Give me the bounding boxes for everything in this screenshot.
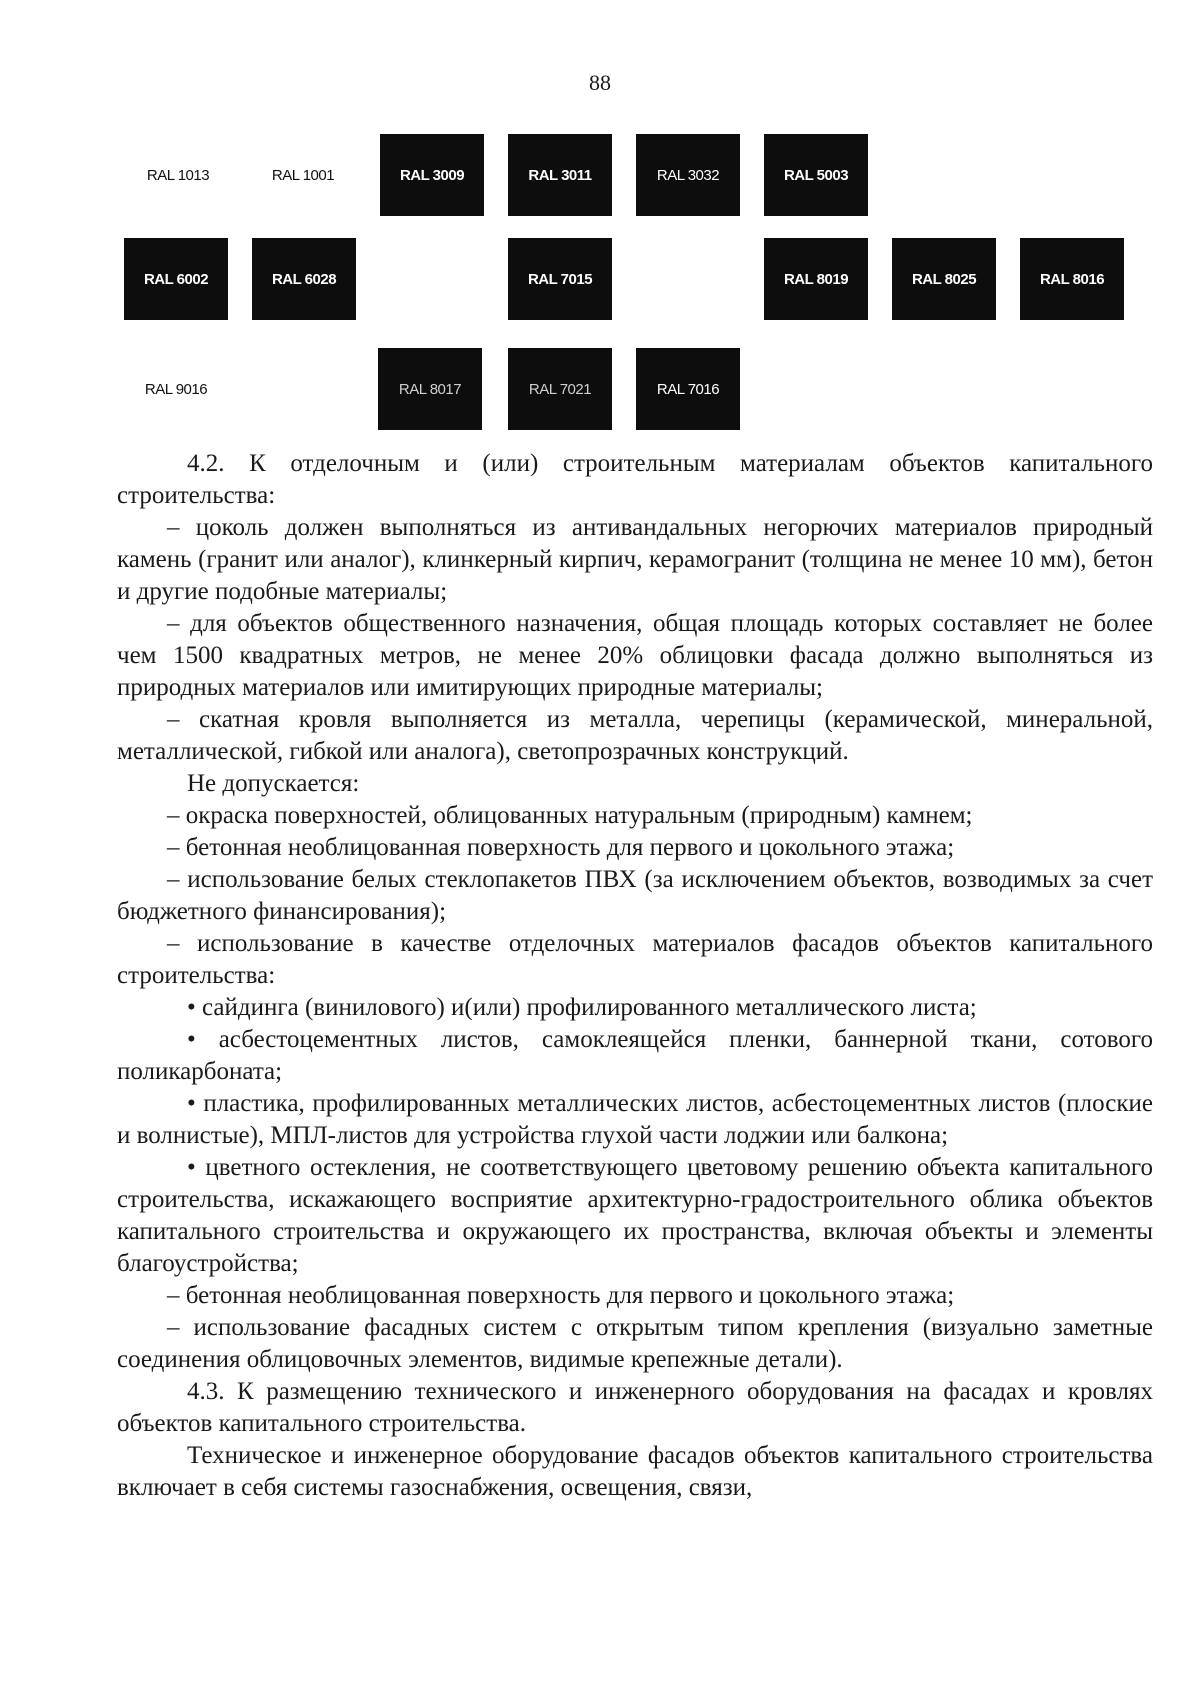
page-number: 88 — [589, 70, 611, 95]
swatch-ral-7021: RAL 7021 — [508, 348, 612, 430]
paragraph-equipment: Техническое и инженерное оборудование фасадов объектов капитального строительства включает в себя системы газоснабжения, освещения, связи, — [117, 1442, 1153, 1501]
list-item: – использование в качестве отделочных материалов фасадов объектов капитального строительства: — [117, 930, 1153, 989]
subheading-not-allowed: Не допускается: — [187, 770, 360, 797]
bullet-item: • сайдинга (винилового) и(или) профилированного металлического листа; — [187, 994, 977, 1021]
list-item: – бетонная необлицованная поверхность для первого и цокольного этажа; — [167, 1282, 955, 1309]
swatch-ral-8025: RAL 8025 — [892, 238, 996, 320]
swatch-ral-5003: RAL 5003 — [764, 134, 868, 216]
swatch-ral-3011: RAL 3011 — [508, 134, 612, 216]
list-item: – использование фасадных систем с открытым типом крепления (визуально заметные соединения облицовочных элементов, видимые крепежные детали). — [117, 1314, 1153, 1373]
color-palette — [0, 0, 1200, 440]
swatch-ral-6028: RAL 6028 — [252, 238, 356, 320]
bullet-item: • пластика, профилированных металлических листов, асбестоцементных листов (плоские и волнистые), МПЛ-листов для устройства глухой части лоджии или балкона; — [117, 1090, 1153, 1149]
swatch-ral-3032: RAL 3032 — [636, 134, 740, 216]
swatch-ral-3009: RAL 3009 — [380, 134, 484, 216]
bullet-item: • асбестоцементных листов, самоклеящейся пленки, баннерной ткани, сотового поликарбоната; — [117, 1026, 1153, 1085]
swatch-ral-7015: RAL 7015 — [508, 238, 612, 320]
swatch-ral-1013: RAL 1013 — [126, 134, 230, 216]
swatch-ral-9016: RAL 9016 — [124, 348, 228, 430]
swatch-ral-1001: RAL 1001 — [251, 134, 355, 216]
list-item: – бетонная необлицованная поверхность для первого и цокольного этажа; — [167, 834, 955, 861]
swatch-ral-8019: RAL 8019 — [764, 238, 868, 320]
swatch-ral-8017: RAL 8017 — [378, 348, 482, 430]
list-item: – использование белых стеклопакетов ПВХ (за исключением объектов, возводимых за счет бюджетного финансирования); — [117, 866, 1153, 925]
bullet-item: • цветного остекления, не соответствующего цветовому решению объекта капитального строительства, искажающего восприятие архитектурно-градостроительного облика объектов капитального строительства и окружающего их пространства, включая объекты и элементы благоустройства; — [117, 1154, 1153, 1277]
list-item: – скатная кровля выполняется из металла, черепицы (керамической, минеральной, металлической, гибкой или аналога), светопрозрачных конструкций. — [117, 706, 1153, 765]
list-item: – окраска поверхностей, облицованных натуральным (природным) камнем; — [167, 802, 973, 829]
body-text — [117, 448, 1153, 1504]
swatch-ral-6002: RAL 6002 — [124, 238, 228, 320]
list-item: – цоколь должен выполняться из антивандальных негорючих материалов природный камень (гранит или аналог), клинкерный кирпич, керамогранит (толщина не менее 10 мм), бетон и другие подобные материалы; — [117, 514, 1153, 605]
list-item: – для объектов общественного назначения, общая площадь которых составляет не более чем 1500 квадратных метров, не менее 20% облицовки фасада должно выполняться из природных материалов или имитирующих природные материалы; — [117, 610, 1153, 701]
swatch-ral-8016: RAL 8016 — [1020, 238, 1124, 320]
swatch-ral-7016: RAL 7016 — [636, 348, 740, 430]
paragraph-4-2: 4.2. К отделочным и (или) строительным материалам объектов капитального строительства: — [117, 450, 1153, 509]
paragraph-4-3: 4.3. К размещению технического и инженерного оборудования на фасадах и кровлях объектов капитального строительства. — [117, 1378, 1153, 1437]
